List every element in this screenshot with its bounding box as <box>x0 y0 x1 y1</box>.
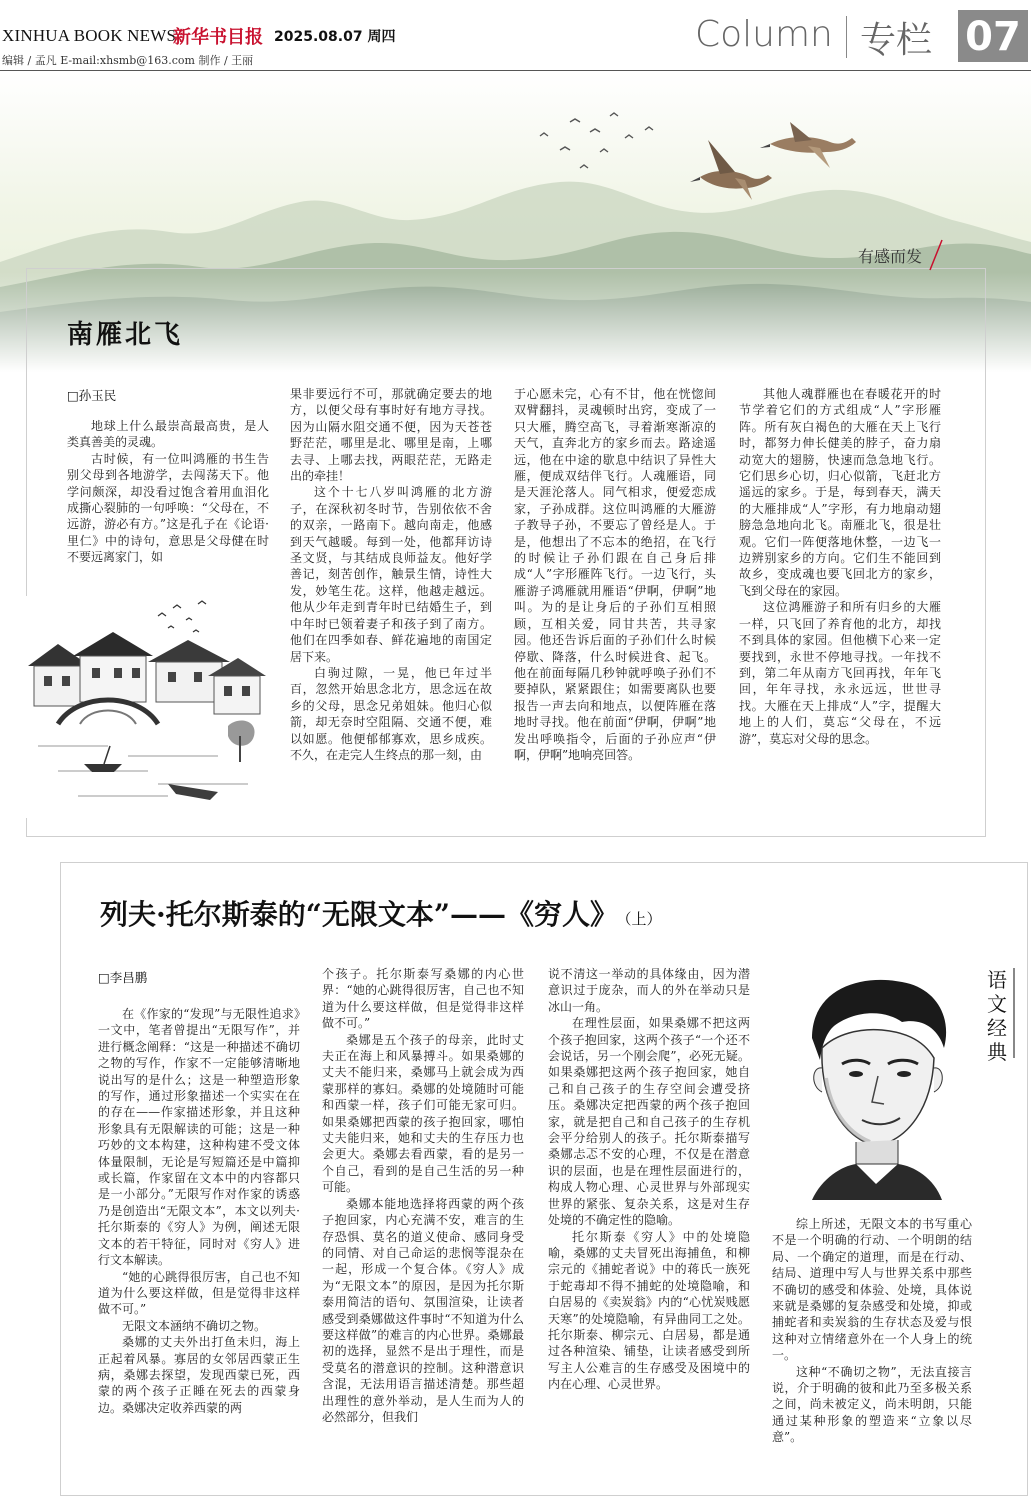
article2-column-3 <box>548 966 750 1393</box>
masthead-name-cn: 新华书目报 <box>173 27 263 48</box>
paragraph: “她的心跳得很厉害，自己也不知道为什么要这样做，但是觉得非这样做不可。” <box>98 1269 300 1317</box>
column-label-en: Column <box>695 14 833 55</box>
paragraph: 地球上什么最崇高最高贵，是人类真善美的灵魂。 <box>67 419 269 450</box>
column-divider <box>846 16 847 58</box>
article1-author: □孙玉民 <box>67 388 117 403</box>
water-town-illustration <box>18 596 268 818</box>
article1-column-1 <box>67 418 269 566</box>
article2-title-suffix: （上） <box>623 910 662 928</box>
article1-title: 南雁北飞 <box>67 320 184 350</box>
paragraph: 果非要远行不可，那就确定要去的地方，以便父母有事时好有地方寻找。因为山隔水阻交通不便，因为天苍苍野茫茫，哪里是北、哪里是南，上哪去寻、上哪去找，两眼茫茫，无路走出的牵挂！ <box>290 387 492 484</box>
paragraph: 白驹过隙，一晃，他已年过半百，忽然开始思念北方，思念远在故乡的父母，思念兄弟姐妹。他归心似箭，却无奈时空阻隔、交通不便，难以如愿。他便郁郁寡欢，思乡成疾。不久，在走完人生终点的那一刻，由 <box>290 665 492 762</box>
credits-line: 编辑 / 孟凡 E-mail:xhsmb@163.com 制作 / 王丽 <box>2 54 254 67</box>
paragraph: 其他人魂群雁也在春暖花开的时节学着它们的方式组成“人”字形雁阵。所有灰白褐色的大雁在天上飞行时，都努力伸长健美的脖子，奋力扇动宽大的翅膀，快速而急急地飞行。它们思乡心切，归心似箭，飞赶北方遥远的家乡。于是，每到春天，满天的大雁排成“人”字形，有力地扇动翅膀急急地向北飞。南雁北飞，很是壮观。它们一阵便落地休整，一边飞一边辨别家乡的方向。它们生不能回到故乡，变成魂也要飞回北方的家乡，飞到父母在的家园。 <box>739 387 941 598</box>
paragraph: 这位鸿雁游子和所有归乡的大雁一样，只飞回了养育他的北方，却找不到具体的家园。但他横下心来一定要找到，永世不停地寻找。一年找不到，第二年从南方飞回再找，年年飞回，年年寻找，永永远远，世世寻找。大雁在天上排成“人”字，提醒大地上的人们，莫忘“父母在，不远游”，莫忘对父母的思念。 <box>739 600 941 746</box>
paragraph: 托尔斯泰《穷人》中的处境隐喻，桑娜的丈夫冒死出海捕鱼，和柳宗元的《捕蛇者说》中的蒋氏一族死于蛇毒却不得不捕蛇的处境隐喻，和白居易的《卖炭翁》内的“心忧炭贱愿天寒”的处境隐喻，有异曲同工之处。托尔斯泰、柳宗元、白居易，都是通过各种渲染、铺垫，让读者感受到所写主人公难言的生存感受及困境中的内在心理、心灵世界。 <box>548 1229 750 1392</box>
issue-date: 2025.08.07 周四 <box>274 29 396 45</box>
header-rule <box>0 70 1031 71</box>
column-tag-bar <box>1013 968 1015 1058</box>
article2-title <box>100 893 661 933</box>
paragraph: 个孩子。托尔斯泰写桑娜的内心世界：“她的心跳得很厉害，自己也不知道为什么要这样做，但是觉得非这样做不可。” <box>322 967 524 1031</box>
masthead-name-en: XINHUA BOOK NEWS <box>2 26 177 45</box>
column-tag-1: 有感而发 <box>858 247 923 266</box>
paragraph: 无限文本涵纳不确切之物。 <box>122 1318 267 1333</box>
article2-column-2 <box>322 966 524 1425</box>
paragraph: 综上所述，无限文本的书写重心不是一个明确的行动、一个明朗的结局、一个确定的道理，而是在行动、结局、道理中写人与世界关系中那些不确切的感受和体验、处境，具体说来就是桑娜的复杂感受和处境，抑或捕蛇者和卖炭翁的生存状态及爱与恨这种对立情绪意外在一个人身上的统一。 <box>772 1217 972 1363</box>
column-tag-slash <box>928 238 944 272</box>
article1-column-3 <box>514 386 716 763</box>
article2-title-main: 列夫·托尔斯泰的“无限文本”——《穷人》 <box>100 898 618 931</box>
article1-column-2 <box>290 386 492 763</box>
column-tag-2: 语文经典 <box>987 968 1007 1064</box>
paragraph: 说不清这一举动的具体缘由，因为潜意识过于庞杂，而人的外在举动只是冰山一角。 <box>548 967 750 1014</box>
paragraph: 桑娜本能地选择将西蒙的两个孩子抱回家，内心充满不安，难言的生存恐惧、莫名的道义使命、感同身受的同情、对自己命运的悲悯等混杂在一起，形成一个复合体。《穷人》成为“无限文本”的原因，是因为托尔斯泰用简洁的语句、氛围渲染，让读者感受到桑娜做这件事时“不知道为什么要这样做”的难言的内心世界。桑娜最初的选择，显然不是出于理性，而是受莫名的潜意识的控制。这种潜意识含混，无法用语言描述清楚。那些超出理性的意外举动，是人生而为人的必然部分，但我们 <box>322 1196 524 1424</box>
paragraph: 于心愿未完，心有不甘，他在恍惚间双臂翻抖，灵魂顿时出窍，变成了一只大雁，腾空高飞，寻着渐寒渐凉的天气，直奔北方的家乡而去。路途遥远，他在中途的歇息中结识了异性大雁，便成双结伴飞行。人魂雁语，同是天涯沦落人。同气相求，便爱恋成家，子孙成群。这位叫鸿雁的大雁游子教导子孙，不要忘了曾经是人。于是，他想出了不忘本的绝招，在飞行的时候让子孙们跟在自己身后排成“人”字形雁阵飞行。一边飞行，头雁游子鸿雁就用雁语“伊啊，伊啊”地叫。为的是让身后的子孙们互相照顾，互相关爱，同甘共苦，共寻家园。他还告诉后面的子孙们什么时候停歇、降落，什么时候进食、起飞。他在前面每隔几秒钟就呼唤子孙们不要掉队，紧紧跟住；如需要离队也要报告一声去向和地点，以便阵雁在落地时寻找。他在前面“伊啊，伊啊”地发出呼唤指令，后面的子孙应声“伊啊，伊啊”地响亮回答。 <box>514 387 716 762</box>
author-portrait-sketch <box>772 968 972 1200</box>
paragraph: 在《作家的“发现”与无限性追求》一文中，笔者曾提出“无限写作”，并进行概念阐释：“这是一种描述不确切之物的写作，作家不一定能够清晰地说出写的是什么；这是一种塑造形象的写作，通过形象描述一个实实在在的存在——作家描述形象，并且这种形象具有无限解读的可能；这是一种巧妙的文本构建，这种构建不受文体体量限制，无论是写短篇还是中篇抑或长篇，作家留在文本中的内容都只是一小部分。”无限写作对作家的诱惑乃是创造出“无限文本”，本文以列夫·托尔斯泰的《穷人》为例，阐述无限文本的若干特征，同时对《穷人》进行文本解读。 <box>98 1007 300 1268</box>
paragraph: 桑娜是五个孩子的母亲，此时丈夫正在海上和风暴搏斗。如果桑娜的丈夫不能归来，桑娜马上就会成为西蒙那样的寡妇。桑娜的处境随时可能和西蒙一样，孩子们可能无家可归。如果桑娜把西蒙的孩子抱回家，哪怕丈夫能归来，她和丈夫的生存压力也会更大。桑娜去看西蒙，看的是另一个自己，看到的是自己生活的另一种可能。 <box>322 1032 524 1195</box>
article2-author: □李昌鹏 <box>98 970 148 985</box>
article1-column-4 <box>739 386 941 747</box>
article2-column-1 <box>98 1006 300 1416</box>
column-label-cn: 专栏 <box>860 20 933 61</box>
paragraph: 古时候，有一位叫鸿雁的书生告别父母到各地游学，去闯荡天下。他学问颇深，却没看过饱含着用血泪化成撕心裂肺的一句呼唤：“父母在，不远游，游必有方。”这是孔子在《论语·里仁》中的诗句，意思是父母健在时不要远离家门，如 <box>67 451 269 565</box>
paragraph: 桑娜的丈夫外出打鱼未归，海上正起着风暴。寡居的女邻居西蒙正生病，桑娜去探望，发现西蒙已死，西蒙的两个孩子正睡在死去的西蒙身边。桑娜决定收养西蒙的两 <box>98 1335 300 1415</box>
page-number: 07 <box>958 10 1028 62</box>
paragraph: 这种“不确切之物”，无法直接言说，介于明确的彼和此乃至多极关系之间，尚未被定义，尚未明朗，只能通过某种形象的塑造来“立象以尽意”。 <box>772 1364 972 1445</box>
article2-column-4 <box>772 1216 972 1446</box>
paragraph: 这个十七八岁叫鸿雁的北方游子，在深秋初冬时节，告别依依不舍的双亲，一路南下。越向南走，他感到天气越暖。每到一处，他都拜访诗圣文贤，与其结成良师益友。他好学善记，刻苦创作，触景生情，诗性大发，妙笔生花。这样，他越走越远。他从少年走到青年时已结婚生子，到中年时已领着妻子和孩子到了南方。他们在四季如春、鲜花遍地的南国定居下来。 <box>290 485 492 664</box>
paragraph: 在理性层面，如果桑娜不把这两个孩子抱回家，这两个孩子“一个还不会说话，另一个刚会爬”，必死无疑。如果桑娜把这两个孩子抱回家，她自己和自己孩子的生存空间会遭受挤压。桑娜决定把西蒙的两个孩子抱回家，就是把自己和自己孩子的生存机会平分给别人的孩子。托尔斯泰描写桑娜忐忑不安的心理，不仅是在潜意识的层面，也是在理性层面进行的，构成人物心理、心灵世界与外部现实世界的紧张、复杂关系，这是对生存处境的不确定性的隐喻。 <box>548 1016 750 1228</box>
